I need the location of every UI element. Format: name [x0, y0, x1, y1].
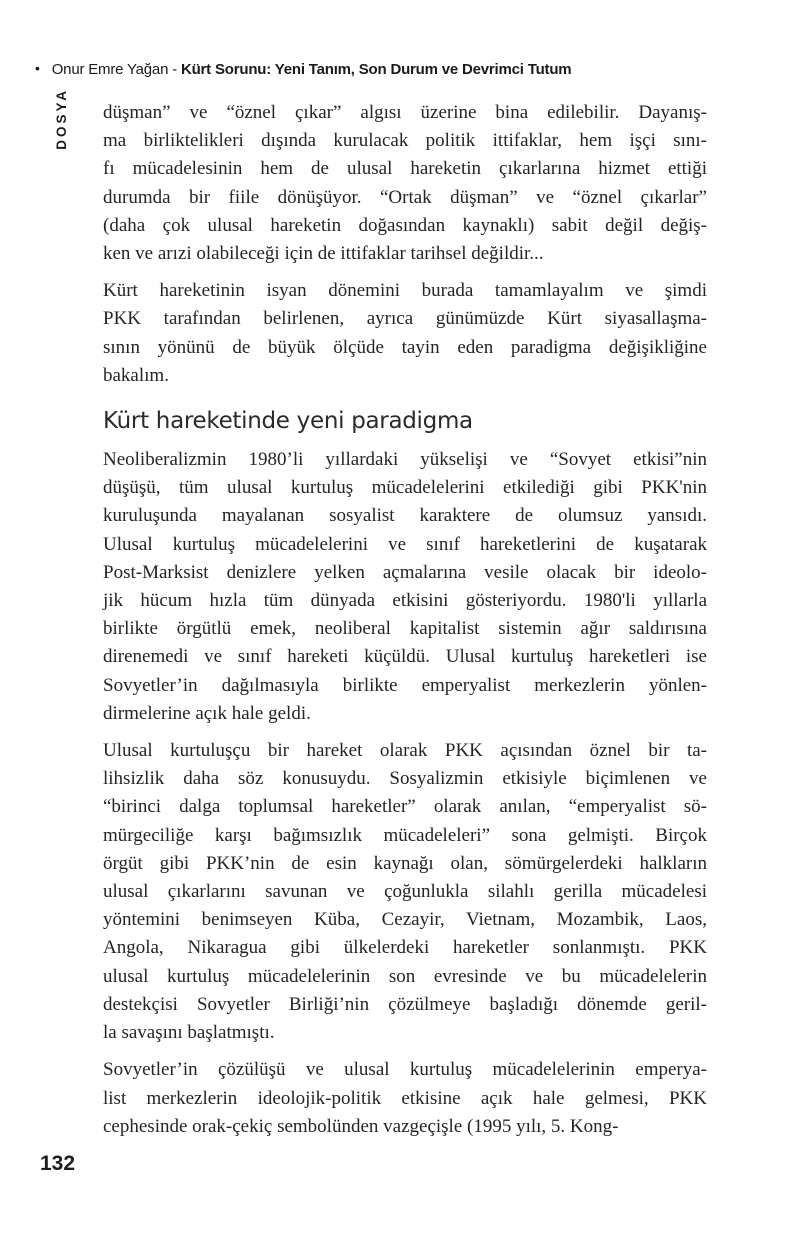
text-line: ulusal kurtuluş mücadelelerinin son evresinde ve bu mücadelelerin [103, 965, 707, 987]
text-line: durumda bir fiile dönüşüyor. “Ortak düşman” ve “öznel çıkarlar” [103, 186, 707, 208]
author-name: Onur Emre Yağan - [51, 61, 181, 78]
text-line: mürgeciliğe karşı bağımsızlık mücadeleleri” sona gelmişti. Birçok [103, 824, 707, 846]
text-line: jik hücum hızla tüm dünyada etkisini gösteriyordu. 1980'li yıllarla [103, 590, 707, 612]
text-line: düşman” ve “öznel çıkar” algısı üzerine bina edilebilir. Dayanış- [103, 102, 707, 123]
text-line: ulusal çıkarlarını savunan ve çoğunlukla silahlı gerilla mücadelesi [103, 881, 707, 903]
text-line: list merkezlerin ideolojik-politik etkisine açık hale gelmesi, PKK [103, 1087, 707, 1109]
text-line: la savaşını başlatmıştı. [103, 1022, 275, 1044]
text-line: PKK tarafından belirlenen, ayrıca günümüzde Kürt siyasallaşma- [103, 308, 707, 330]
paragraph-2 [103, 277, 707, 390]
text-line: ken ve arızi olabileceği için de ittifaklar tarihsel değildir... [103, 243, 544, 265]
text-line: cephesinde orak-çekiç sembolünden vazgeçişle (1995 yılı, 5. Kong- [103, 1115, 619, 1137]
text-line: düşüşü, tüm ulusal kurtuluş mücadelelerini etkilediği gibi PKK'nin [103, 477, 707, 499]
page-number: 132 [40, 1152, 76, 1175]
text-line: Sovyetler’in dağılmasıyla birlikte emperyalist merkezlerin yönlen- [103, 674, 707, 696]
text-line: Neoliberalizmin 1980’li yıllardaki yükselişi ve “Sovyet etkisi”nin [103, 449, 707, 471]
text-line: örgüt gibi PKK’nin de esin kaynağı olan, sömürgelerdeki halkların [103, 852, 707, 874]
text-line: sının yönünü de büyük ölçüde tayin eden paradigma değişikliğine [103, 336, 707, 358]
text-line: Sovyetler’in çözülüşü ve ulusal kurtuluş mücadelelerinin emperya- [103, 1059, 707, 1081]
text-line: yöntemini benimseyen Küba, Cezayir, Vietnam, Mozambik, Laos, [103, 909, 707, 931]
dosya-section-label: DOSYA [54, 88, 69, 150]
paragraph-5 [103, 1056, 707, 1141]
paragraph-3 [103, 446, 707, 728]
bullet-icon: • [35, 60, 40, 76]
text-line: lihsizlik daha söz konusuydu. Sosyalizmin etkisiyle biçimlenen ve [103, 768, 707, 790]
section-heading: Kürt hareketinde yeni paradigma [103, 408, 473, 435]
text-line: (daha çok ulusal hareketin doğasından kaynaklı) sabit değil değiş- [103, 214, 707, 236]
text-line: bakalım. [103, 364, 169, 386]
article-title: Kürt Sorunu: Yeni Tanım, Son Durum ve Devrimci Tutum [180, 61, 572, 78]
paragraph-4 [103, 737, 707, 1047]
text-line: “birinci dalga toplumsal hareketler” olarak anılan, “emperyalist sö- [103, 796, 707, 818]
article-body [103, 99, 707, 1141]
running-header [35, 60, 571, 78]
text-line: birlikte örgütlü emek, neoliberal kapitalist sistemin ağır saldırısına [103, 618, 707, 640]
text-line: dirmelerine açık hale geldi. [103, 702, 311, 724]
text-line: ma birliktelikleri dışında kurulacak politik ittifaklar, hem işçi sını- [103, 130, 707, 152]
text-line: Angola, Nikaragua gibi ülkelerdeki hareketler sonlanmıştı. PKK [103, 937, 707, 959]
text-line: Kürt hareketinin isyan dönemini burada tamamlayalım ve şimdi [103, 280, 707, 302]
text-line: fı mücadelesinin hem de ulusal hareketin çıkarlarına hizmet ettiği [103, 158, 707, 180]
paragraph-1 [103, 99, 707, 268]
text-line: kuruluşunda mayalanan sosyalist karaktere de olumsuz yansıdı. [103, 505, 707, 527]
text-line: Ulusal kurtuluş mücadelelerini ve sınıf hareketlerini de kuşatarak [103, 533, 707, 555]
text-line: Ulusal kurtuluşçu bir hareket olarak PKK açısından öznel bir ta- [103, 740, 707, 762]
text-line: Post-Marksist denizlere yelken açmalarına vesile olacak bir ideolo- [103, 561, 707, 583]
text-line: destekçisi Sovyetler Birliği’nin çözülmeye başladığı dönemde geril- [103, 993, 707, 1015]
text-line: direnemedi ve sınıf hareketi küçüldü. Ulusal kurtuluş hareketleri ise [103, 646, 707, 668]
